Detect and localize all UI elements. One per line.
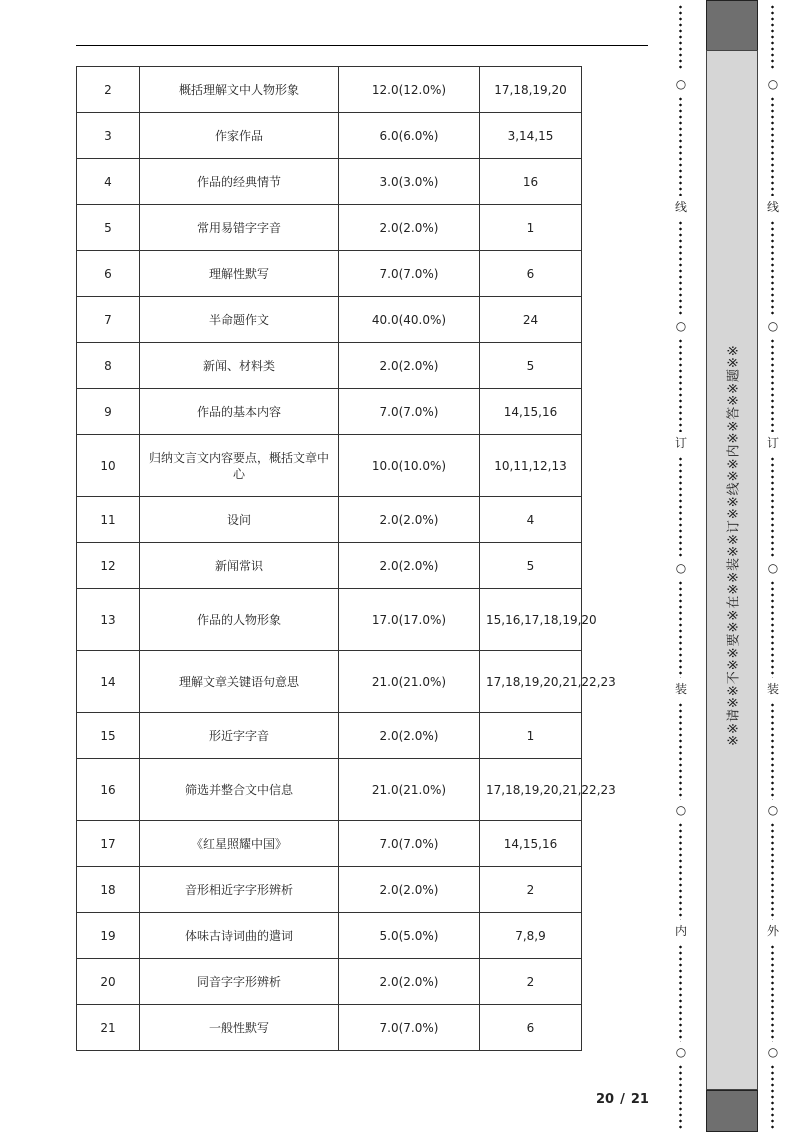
knowledge-point: 概括理解文中人物形象 — [140, 67, 339, 113]
table-row — [77, 651, 582, 713]
dotted-line — [679, 220, 682, 316]
dotted-line — [679, 1064, 682, 1130]
question-numbers: 5 — [480, 343, 582, 389]
table-row — [77, 959, 582, 1005]
knowledge-point: 同音字字形辨析 — [140, 959, 339, 1005]
binding-mark-bind: 装 — [674, 682, 687, 696]
question-numbers: 14,15,16 — [480, 821, 582, 867]
question-numbers: 17,18,19,20 — [480, 67, 582, 113]
header-rule — [76, 45, 648, 46]
row-number: 13 — [77, 589, 140, 651]
question-numbers: 24 — [480, 297, 582, 343]
table-row — [77, 159, 582, 205]
knowledge-point: 《红星照耀中国》 — [140, 821, 339, 867]
row-number: 7 — [77, 297, 140, 343]
table-row — [77, 713, 582, 759]
table-row — [77, 113, 582, 159]
question-numbers: 17,18,19,20,21,22,23 — [480, 759, 582, 821]
table-row — [77, 543, 582, 589]
table-row — [77, 67, 582, 113]
dotted-line — [771, 4, 774, 70]
knowledge-point: 作品的基本内容 — [140, 389, 339, 435]
question-numbers: 6 — [480, 251, 582, 297]
row-number: 15 — [77, 713, 140, 759]
row-number: 19 — [77, 913, 140, 959]
row-number: 11 — [77, 497, 140, 543]
table-row — [77, 205, 582, 251]
knowledge-point: 作品的经典情节 — [140, 159, 339, 205]
table-row — [77, 389, 582, 435]
score-percentage: 6.0(6.0%) — [339, 113, 480, 159]
binding-circle: ○ — [675, 77, 687, 91]
table-row — [77, 759, 582, 821]
row-number: 14 — [77, 651, 140, 713]
binding-mark-bind: 装 — [766, 682, 779, 696]
score-percentage: 7.0(7.0%) — [339, 821, 480, 867]
question-numbers: 7,8,9 — [480, 913, 582, 959]
dotted-line — [771, 702, 774, 800]
row-number: 18 — [77, 867, 140, 913]
dotted-line — [771, 822, 774, 920]
knowledge-point: 设问 — [140, 497, 339, 543]
page-number — [596, 1092, 649, 1107]
knowledge-point: 体味古诗词曲的遣词 — [140, 913, 339, 959]
dotted-line — [771, 220, 774, 316]
dotted-line — [679, 4, 682, 70]
binding-circle: ○ — [675, 1045, 687, 1059]
binding-circle: ○ — [675, 561, 687, 575]
question-numbers: 6 — [480, 1005, 582, 1051]
knowledge-point: 一般性默写 — [140, 1005, 339, 1051]
question-numbers: 3,14,15 — [480, 113, 582, 159]
row-number: 6 — [77, 251, 140, 297]
question-numbers: 1 — [480, 713, 582, 759]
row-number: 2 — [77, 67, 140, 113]
knowledge-point: 作家作品 — [140, 113, 339, 159]
knowledge-point: 作品的人物形象 — [140, 589, 339, 651]
binding-mark-order: 订 — [674, 436, 687, 450]
dotted-line — [679, 944, 682, 1042]
binding-mark-line: 线 — [674, 200, 687, 214]
table-row — [77, 435, 582, 497]
dotted-line — [771, 1064, 774, 1130]
binding-circle: ○ — [767, 803, 779, 817]
binding-mark-order: 订 — [766, 436, 779, 450]
dotted-line — [771, 338, 774, 432]
knowledge-point: 归纳文言文内容要点，概括文章中心 — [140, 435, 339, 497]
score-percentage: 7.0(7.0%) — [339, 251, 480, 297]
binding-mark-outer: 外 — [766, 924, 779, 938]
binding-circle: ○ — [767, 1045, 779, 1059]
binding-circle: ○ — [767, 561, 779, 575]
row-number: 9 — [77, 389, 140, 435]
row-number: 20 — [77, 959, 140, 1005]
knowledge-point: 常用易错字字音 — [140, 205, 339, 251]
dotted-line — [771, 944, 774, 1042]
question-numbers: 4 — [480, 497, 582, 543]
table-row — [77, 251, 582, 297]
knowledge-point: 理解性默写 — [140, 251, 339, 297]
score-percentage: 21.0(21.0%) — [339, 651, 480, 713]
page-separator: / — [620, 1092, 625, 1107]
dotted-line — [771, 96, 774, 196]
question-numbers: 15,16,17,18,19,20 — [480, 589, 582, 651]
score-percentage: 12.0(12.0%) — [339, 67, 480, 113]
table-row — [77, 589, 582, 651]
no-answer-warning — [706, 0, 758, 1132]
row-number: 12 — [77, 543, 140, 589]
dotted-line — [679, 580, 682, 678]
score-percentage: 2.0(2.0%) — [339, 959, 480, 1005]
score-percentage: 40.0(40.0%) — [339, 297, 480, 343]
knowledge-point: 音形相近字字形辨析 — [140, 867, 339, 913]
question-numbers: 16 — [480, 159, 582, 205]
inner-binding-line — [674, 0, 688, 1132]
dotted-line — [771, 456, 774, 558]
row-number: 16 — [77, 759, 140, 821]
score-percentage: 17.0(17.0%) — [339, 589, 480, 651]
question-numbers: 1 — [480, 205, 582, 251]
binding-mark-line: 线 — [766, 200, 779, 214]
question-numbers: 5 — [480, 543, 582, 589]
row-number: 5 — [77, 205, 140, 251]
knowledge-point-table — [76, 66, 616, 1051]
row-number: 21 — [77, 1005, 140, 1051]
table-row — [77, 297, 582, 343]
dotted-line — [679, 456, 682, 558]
dotted-line — [679, 338, 682, 432]
page-current: 20 — [596, 1092, 615, 1107]
binding-circle: ○ — [675, 319, 687, 333]
score-percentage: 2.0(2.0%) — [339, 713, 480, 759]
row-number: 4 — [77, 159, 140, 205]
score-percentage: 5.0(5.0%) — [339, 913, 480, 959]
table-row — [77, 343, 582, 389]
score-percentage: 2.0(2.0%) — [339, 543, 480, 589]
table-row — [77, 1005, 582, 1051]
question-numbers: 2 — [480, 959, 582, 1005]
table-row — [77, 497, 582, 543]
score-percentage: 21.0(21.0%) — [339, 759, 480, 821]
score-percentage: 3.0(3.0%) — [339, 159, 480, 205]
knowledge-point: 新闻常识 — [140, 543, 339, 589]
table-row — [77, 867, 582, 913]
knowledge-point: 形近字字音 — [140, 713, 339, 759]
score-percentage: 2.0(2.0%) — [339, 343, 480, 389]
knowledge-point: 理解文章关键语句意思 — [140, 651, 339, 713]
question-numbers: 10,11,12,13 — [480, 435, 582, 497]
binding-circle: ○ — [767, 77, 779, 91]
score-percentage: 10.0(10.0%) — [339, 435, 480, 497]
score-percentage: 2.0(2.0%) — [339, 205, 480, 251]
score-percentage: 2.0(2.0%) — [339, 497, 480, 543]
question-numbers: 2 — [480, 867, 582, 913]
knowledge-point: 筛选并整合文中信息 — [140, 759, 339, 821]
question-numbers: 17,18,19,20,21,22,23 — [480, 651, 582, 713]
binding-mark-inner: 内 — [674, 924, 687, 938]
table-body — [77, 67, 616, 1051]
warning-text: ※※请※※不※※要※※在※※装※※订※※线※※内※※答※※题※※ — [726, 344, 742, 746]
row-number: 8 — [77, 343, 140, 389]
binding-circle: ○ — [767, 319, 779, 333]
table-row — [77, 821, 582, 867]
binding-circle: ○ — [675, 803, 687, 817]
knowledge-point: 半命题作文 — [140, 297, 339, 343]
dotted-line — [679, 822, 682, 920]
row-number: 17 — [77, 821, 140, 867]
row-number: 3 — [77, 113, 140, 159]
page-total: 21 — [630, 1092, 649, 1107]
knowledge-point: 新闻、材料类 — [140, 343, 339, 389]
dotted-line — [771, 580, 774, 678]
outer-binding-line — [766, 0, 780, 1132]
question-numbers: 14,15,16 — [480, 389, 582, 435]
table-row — [77, 913, 582, 959]
score-percentage: 2.0(2.0%) — [339, 867, 480, 913]
score-percentage: 7.0(7.0%) — [339, 389, 480, 435]
dotted-line — [679, 702, 682, 800]
score-percentage: 7.0(7.0%) — [339, 1005, 480, 1051]
row-number: 10 — [77, 435, 140, 497]
dotted-line — [679, 96, 682, 196]
